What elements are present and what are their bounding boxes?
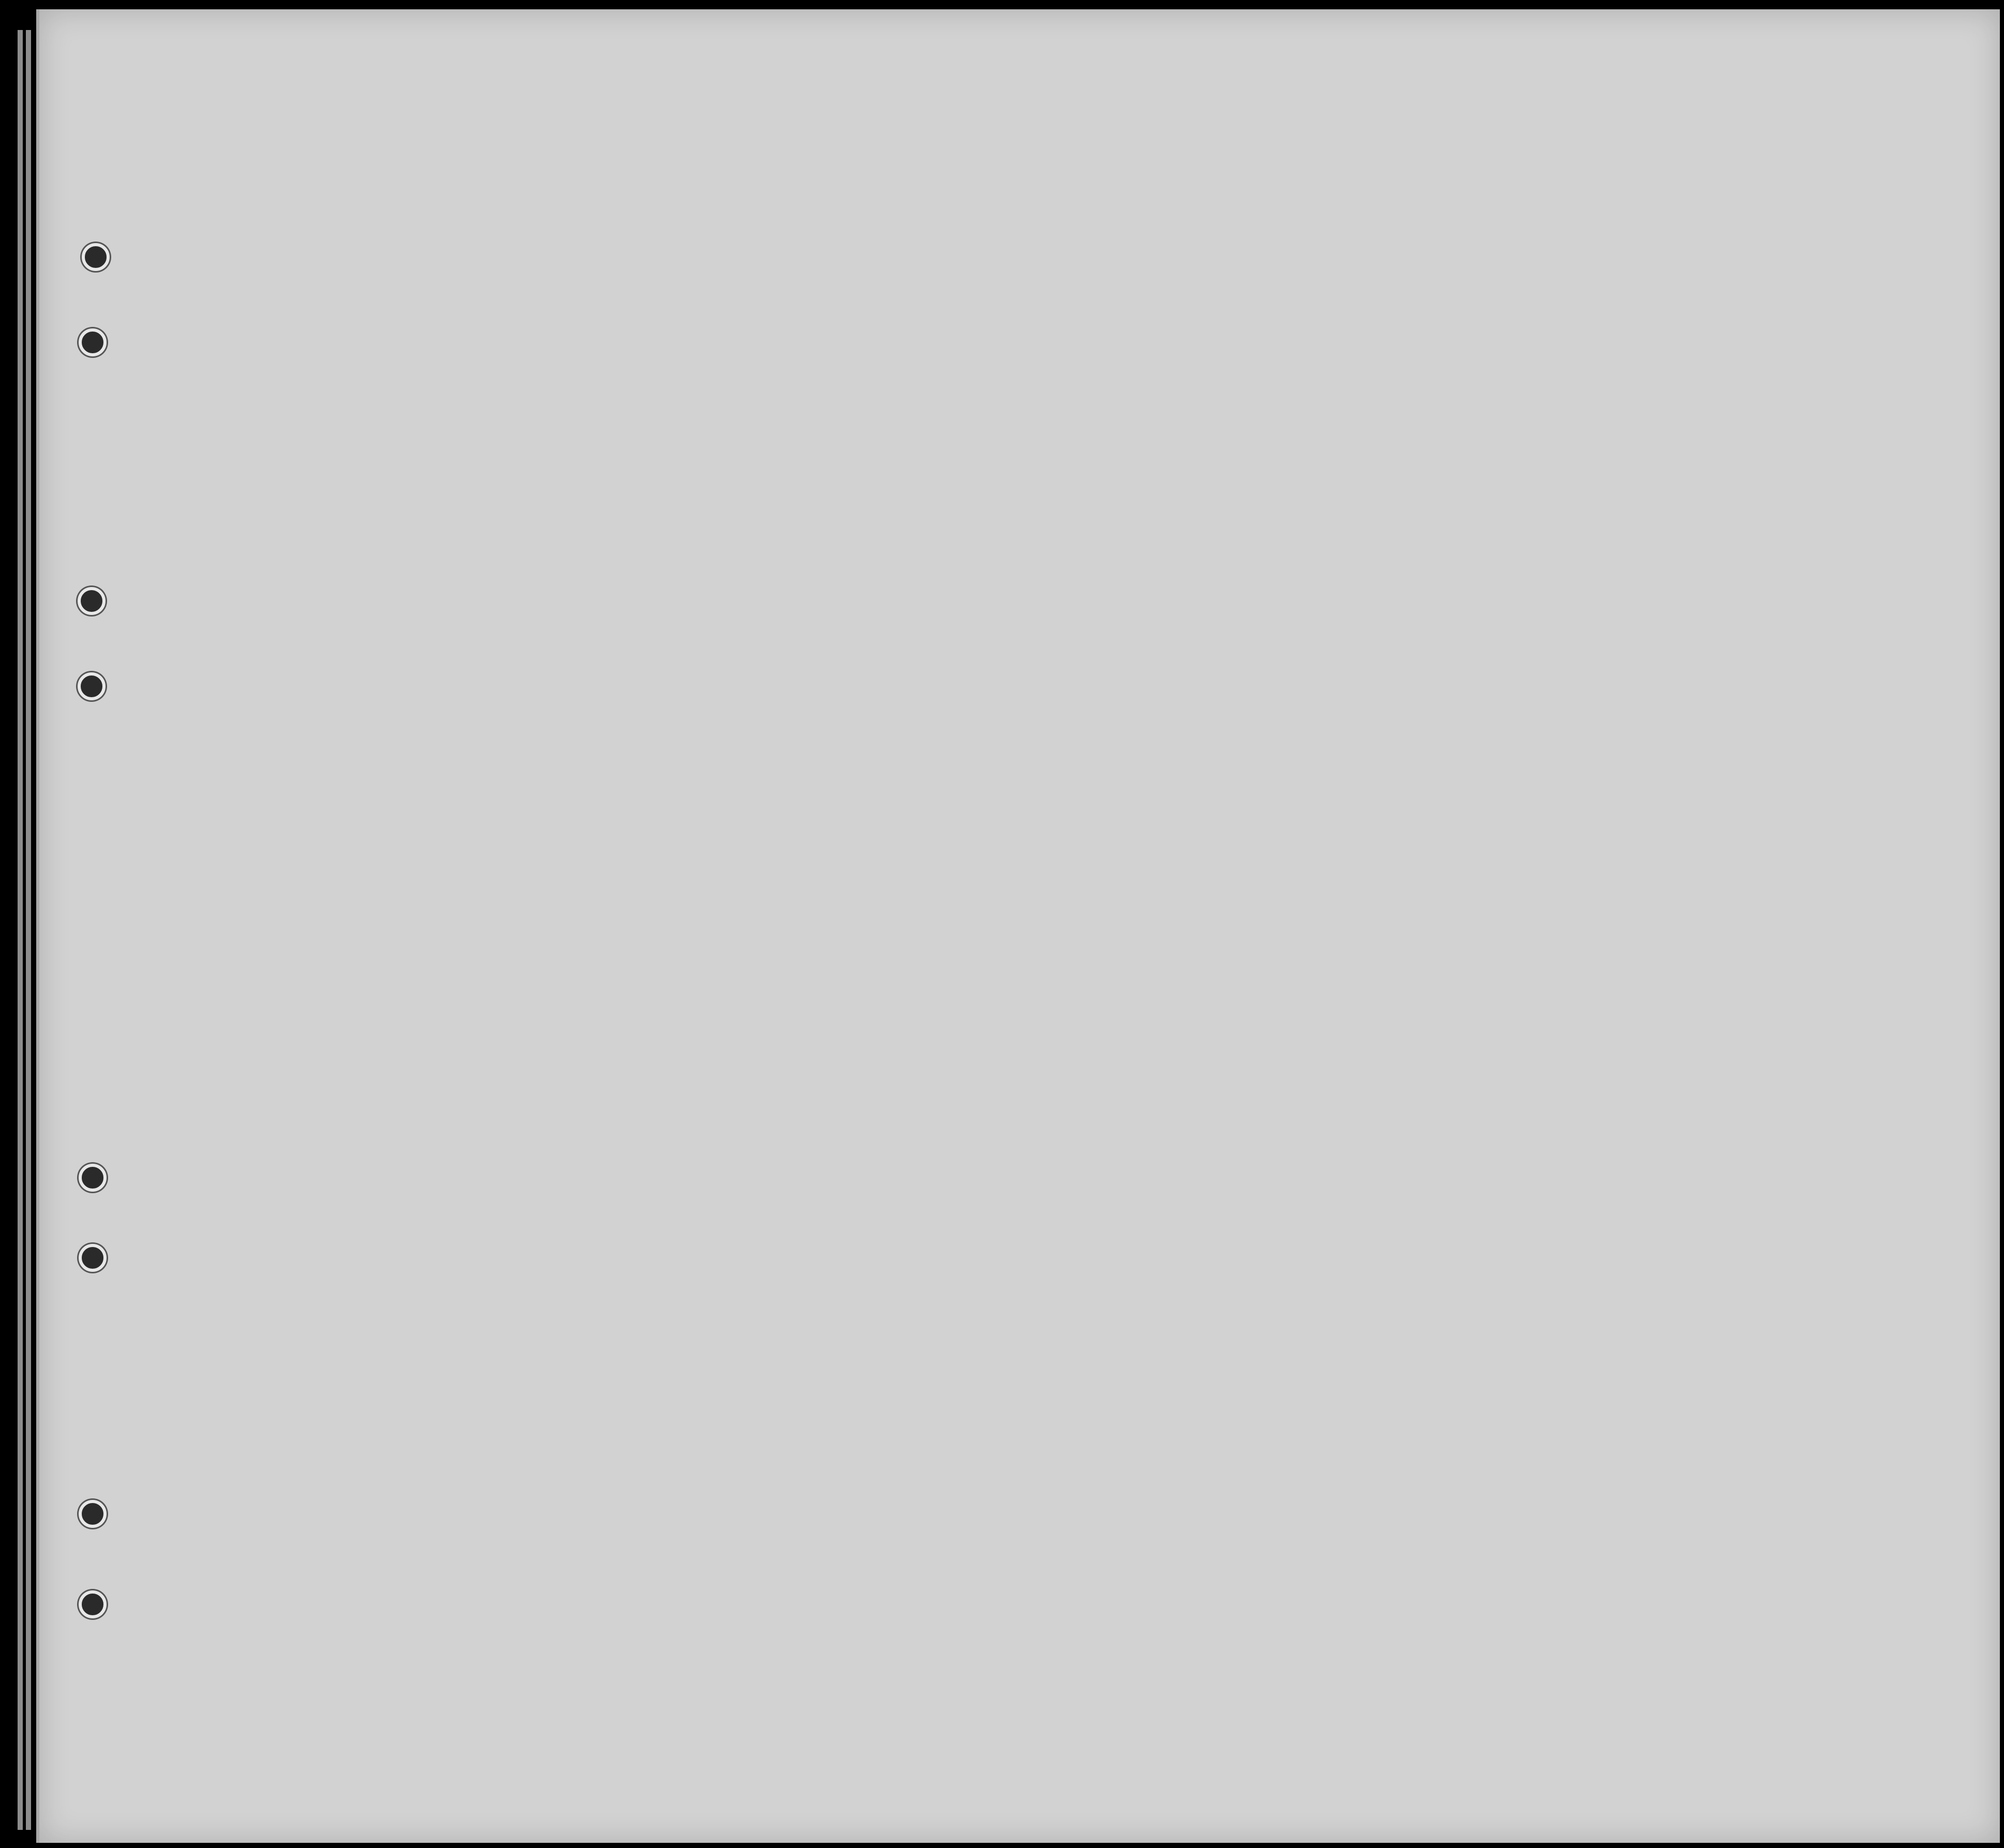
header-ticket [600, 315, 637, 440]
header-polygamist [1334, 310, 1360, 440]
header-prison [1301, 310, 1331, 440]
header-money [723, 310, 754, 440]
header-citizen [1252, 319, 1293, 438]
header-intends-return [1153, 319, 1194, 438]
header-deported [1485, 310, 1516, 440]
header-inches [1672, 398, 1697, 450]
header-q29 [1438, 310, 1474, 440]
header-q28 [1393, 310, 1434, 440]
header-anarchist [1364, 310, 1390, 440]
header-length-of-stay [1199, 319, 1240, 438]
header-feet [1647, 403, 1671, 450]
